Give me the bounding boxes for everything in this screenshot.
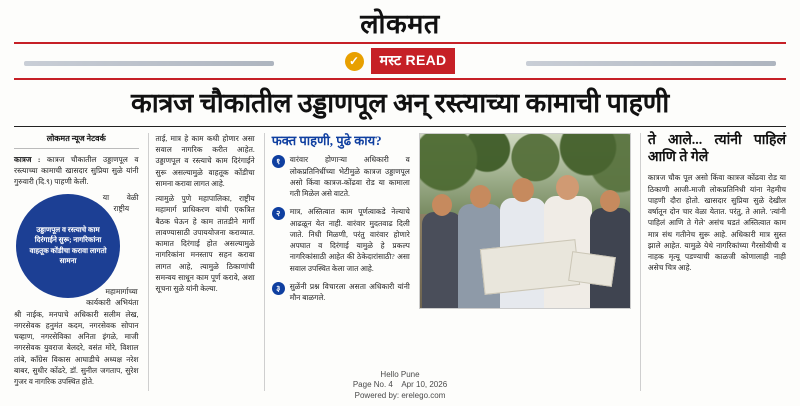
point-text-3: सुळेंनी प्रश्न विचारला असता अधिकारी यांनी मौन बाळगले.: [289, 281, 410, 303]
col1-paragraph-2: या वेळी राष्ट्रीय महामार्गाच्या कार्यकारी अभियंता श्री नाईक, मनपाचे अधिकारी सलीम लेख, नगरसेवक हनुमंत कदम, नगरसेवक सोपान चव्हाण, नगरसेविका अनिता इंगळे, माजी नगरसेवक युवराज बेलदरे, वसंत मोरे, विशाल तांबे, काँग्रेस विकास आघाडीचे अध्यक्ष नरेश बाबर, सुधीर कोंढरे, डॉ. सुनील जगताप, सुरेश गुजर व नागरिक उपस्थित होते.: [14, 192, 139, 387]
person-left-head: [432, 194, 452, 216]
column-one-body: [14, 154, 139, 388]
column-five: [640, 133, 786, 391]
column-four: [419, 133, 631, 391]
col2-paragraph-2: त्यामुळे पुणे महापालिका, राष्ट्रीय महामार्ग प्राधिकरण यांची एकत्रित बैठक घेऊन हे काम तातडीने मार्गी लावण्यासाठी उपाययोजना कराव्यात. कामात दिरंगाई होत असल्यामुळे नागरिकांना मनस्ताप सहन करावा लागत आहे, त्यामुळे ठिकाणांची समन्वय साधून काम पूर्ण करावे, अशा सूचना सुळे यांनी केल्या.: [155, 194, 255, 294]
numbered-points-list: [272, 154, 410, 303]
article-columns: [14, 133, 786, 391]
sub-heading-question: फक्त पाहणी, पुढे काय?: [271, 132, 382, 148]
person-center-head: [512, 178, 534, 202]
list-item: [272, 154, 410, 199]
footer-date: Apr 10, 2026: [401, 380, 448, 390]
check-icon: ✓: [345, 52, 364, 71]
point-number-1: १: [272, 155, 285, 168]
map-document-secondary: [568, 251, 616, 287]
must-read-badge[interactable]: [335, 48, 466, 74]
dateline: कात्रज :: [14, 154, 41, 164]
column-three: [264, 133, 410, 391]
person-left: [422, 212, 462, 308]
sidebar-heading: ते आले... त्यांनी पाहिलं आणि ते गेले: [647, 132, 786, 165]
point-number-3: ३: [272, 282, 285, 295]
must-read-label: मस्ट READ: [371, 48, 456, 74]
column-one: [14, 133, 139, 391]
column-two: [148, 133, 255, 391]
person-second-head: [470, 185, 491, 208]
page-footer: [0, 370, 800, 402]
publication-logo: लोकमत: [360, 8, 440, 39]
page-title: कात्रज चौकातील उड्डाणपूल अन् रस्त्याच्या कामाची पाहणी: [130, 88, 670, 118]
divider-under-band: [14, 78, 786, 80]
divider-under-headline: [14, 126, 786, 127]
news-photo: [419, 133, 631, 309]
masthead: [0, 0, 800, 40]
must-read-band: [14, 44, 786, 78]
footer-page-number: Page No. 4: [352, 380, 393, 390]
map-document: [480, 239, 580, 295]
list-item: [272, 206, 410, 274]
col2-paragraph-1: ताई, मात्र हे काम कधी होणार असा सवाल नागरिक करीत आहेत. उड्डाणपूल व रस्त्याचे काम दिरंगाईने सुरू असल्यामुळे वाहतूक कोंडीचा सामना करावा लागत आहे.: [155, 133, 255, 188]
footer-page-date: [0, 380, 800, 391]
col5-paragraph-1: कात्रज चौक पूल असो किंवा कात्रज कोंढवा रोड या ठिकाणी आजी-माजी लोकप्रतिनिधी यांना नेहमीच पाहणी दौरा होतो. खासदार सुप्रिया सुळे देखील वर्षातून दोन चार वेळा येतात. परंतु, ते आले. 'त्यांनी पाहिलं आणि ते गेले' असंच घडतं अस्तित्वात काम मात्र संथ गतीनेच सुरू आहे. अधिकारी मात्र सुस्त झाले आहेत. यामुळे येथे नागरिकांच्या गैरसोयीची व नाहक मृत्यू पडण्याची काळजी कोणालाही नाही असेच चित्र आहे.: [647, 173, 786, 273]
footer-edition: Hello Pune: [380, 369, 420, 379]
byline: लोकमत न्यूज नेटवर्क: [14, 133, 139, 149]
point-text-2: मात्र, अस्तित्वात काम पूर्णत्वाकडे नेल्याचे आढळून येत नाही. वारंवार मुदतवाढ दिली जाते. निधी मिळणी, परंतु वारंवार होणारे अपघात व दिरंगाई यामुळे हे प्रकल्प नागरिकांसाठी आहेत की ठेकेदारांसाठी? असा सवाल उपस्थित केला जात आहे.: [289, 207, 410, 273]
person-woman-head: [556, 175, 579, 200]
footer-powered-by: Powered by: erelego.com: [354, 391, 446, 401]
highlight-badge: उड्डाणपूल व रस्त्याचे काम दिरंगाईने सुरू; नागरिकांना वाहतूक कोंडीचा करावा लागतो सामना: [16, 194, 120, 298]
list-item: [272, 281, 410, 304]
col1-paragraph-1: कात्रज चौकातील उड्डाणपूल व रस्त्याच्या कामाची खासदार सुप्रिया सुळे यांनी गुरुवारी (दि.९) पाहणी केली.: [14, 154, 139, 187]
point-text-1: वारंवार होणाऱ्या अधिकारी व लोकप्रतिनिधींच्या भेटीमुळे कात्रज उड्डाणपूल असो किंवा कात्रज-कोंढवा रोड या कामाला गती मिळेल असे वाटते.: [289, 155, 410, 199]
person-right-head: [600, 190, 620, 212]
point-number-2: २: [272, 207, 285, 220]
